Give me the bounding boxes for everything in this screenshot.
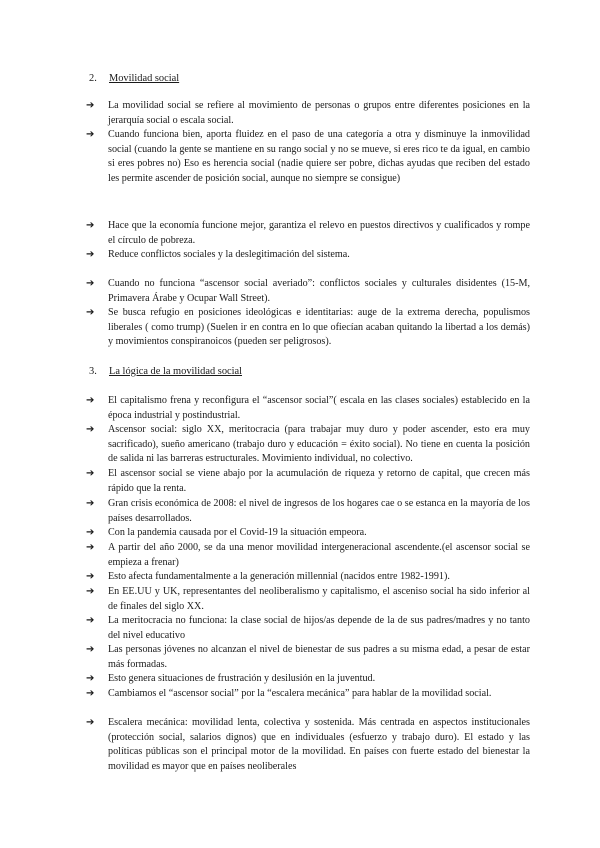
bullet-item	[86, 614, 530, 643]
arrow-bullet-icon: ➔	[86, 498, 95, 509]
bullet-text: Cuando funciona bien, aporta fluidez en el paso de una categoría a otra y disminuye la inmovilidad social (cuando la gente se mantiene en su rango social y no se mueve, si eres rico te da igual, en cambio si eres pobres no) Eso es herencia social (nadie quiere ser pobre, dichas ayudas que reciben del estado les permite ascender de posición social, aunque no siempre se consigue)	[108, 129, 530, 184]
arrow-bullet-icon: ➔	[86, 220, 95, 231]
bullet-item	[86, 423, 530, 467]
bullet-text: El capitalismo frena y reconfigura el “ascensor social”( escala en las clases sociales) establecido en la época industrial y postindustrial.	[108, 395, 530, 421]
arrow-bullet-icon: ➔	[86, 717, 95, 728]
arrow-bullet-icon: ➔	[86, 395, 95, 406]
section-heading	[89, 73, 179, 85]
bullet-item	[86, 570, 530, 585]
bullet-item	[86, 277, 530, 306]
section-title: La lógica de la movilidad social	[109, 366, 243, 377]
section-number: 3.	[89, 366, 97, 377]
bullet-text: Hace que la economía funcione mejor, garantiza el relevo en puestos directivos y cualificados y rompe el círculo de pobreza.	[108, 220, 530, 246]
arrow-bullet-icon: ➔	[86, 424, 95, 435]
arrow-bullet-icon: ➔	[86, 644, 95, 655]
bullet-text: Esto afecta fundamentalmente a la generación millennial (nacidos entre 1982-1991).	[108, 571, 450, 582]
bullet-item	[86, 248, 530, 263]
bullet-text: Se busca refugio en posiciones ideológicas e identitarias: auge de la extrema derecha, populismos liberales ( como trump) (Suelen ir en contra en lo que ofiecían acaban quitando la libertad a los demás) y movimientos conspiranoicos (pueden ser peligrosos).	[108, 307, 530, 348]
arrow-bullet-icon: ➔	[86, 468, 95, 479]
bullet-text: Ascensor social: siglo XX, meritocracia (para trabajar muy duro y poder ascender, esto era muy sacrificado), sueño americano (trabajo duro y educación = éxito social). No tiene en cuenta la posición de salida ni las barreras estructurales. Movimiento individual, no colectivo.	[108, 424, 530, 465]
arrow-bullet-icon: ➔	[86, 542, 95, 553]
bullet-text: En EE.UU y UK, representantes del neoliberalismo y capitalismo, el asceniso social ha sido inferior al de finales del siglo XX.	[108, 586, 530, 612]
arrow-bullet-icon: ➔	[86, 615, 95, 626]
bullet-text: Reduce conflictos sociales y la deslegitimación del sistema.	[108, 249, 350, 260]
bullet-text: La movilidad social se refiere al movimiento de personas o grupos entre diferentes posiciones en la jerarquía social o escala social.	[108, 100, 530, 126]
bullet-item	[86, 128, 530, 186]
bullet-item	[86, 394, 530, 423]
bullet-item	[86, 716, 530, 774]
bullet-text: Las personas jóvenes no alcanzan el nivel de bienestar de sus padres a su misma edad, a pesar de estar más formadas.	[108, 644, 530, 670]
bullet-item	[86, 526, 530, 541]
bullet-text: Escalera mecánica: movilidad lenta, colectiva y sostenida. Más centrada en aspectos institucionales (protección social, salarios dignos) que en individuales (esfuerzo y trabajo duro). El estado y las políticas públicas son el principal motor de la movilidad. En países con fuerte estado del bienestar la movilidad es mayor que en países neoliberales	[108, 717, 530, 772]
bullet-text: Gran crisis económica de 2008: el nivel de ingresos de los hogares cae o se estanca en la mayoría de los países desarrollados.	[108, 498, 530, 524]
arrow-bullet-icon: ➔	[86, 129, 95, 140]
arrow-bullet-icon: ➔	[86, 586, 95, 597]
bullet-text: Con la pandemia causada por el Covid-19 la situación empeora.	[108, 527, 367, 538]
bullet-item	[86, 687, 530, 702]
bullet-item	[86, 672, 530, 687]
bullet-item	[86, 306, 530, 350]
bullet-text: La meritocracia no funciona: la clase social de hijos/as depende de la de sus padres/madres y no tanto del nivel educativo	[108, 615, 530, 641]
bullet-item	[86, 219, 530, 248]
arrow-bullet-icon: ➔	[86, 673, 95, 684]
arrow-bullet-icon: ➔	[86, 307, 95, 318]
bullet-item	[86, 99, 530, 128]
bullet-text: Cuando no funciona “ascensor social averiado”: conflictos sociales y culturales disidentes (15-M, Primavera Árabe y Ocupar Wall Street).	[108, 278, 530, 304]
bullet-item	[86, 541, 530, 570]
bullet-item	[86, 643, 530, 672]
bullet-item	[86, 585, 530, 614]
bullet-item	[86, 497, 530, 526]
arrow-bullet-icon: ➔	[86, 278, 95, 289]
section-title: Movilidad social	[109, 73, 180, 84]
bullet-text: A partir del año 2000, se da una menor movilidad intergeneracional ascendente.(el ascensor social se empieza a frenar)	[108, 542, 530, 568]
arrow-bullet-icon: ➔	[86, 688, 95, 699]
bullet-text: Cambiamos el “ascensor social” por la “escalera mecánica” para hablar de la movilidad social.	[108, 688, 492, 699]
bullet-text: El ascensor social se viene abajo por la acumulación de riqueza y retorno de capital, que crecen más rápido que la renta.	[108, 468, 530, 494]
section-heading	[89, 366, 242, 378]
section-number: 2.	[89, 73, 97, 84]
arrow-bullet-icon: ➔	[86, 527, 95, 538]
bullet-item	[86, 467, 530, 496]
bullet-text: Esto genera situaciones de frustración y desilusión en la juventud.	[108, 673, 376, 684]
arrow-bullet-icon: ➔	[86, 100, 95, 111]
arrow-bullet-icon: ➔	[86, 249, 95, 260]
arrow-bullet-icon: ➔	[86, 571, 95, 582]
